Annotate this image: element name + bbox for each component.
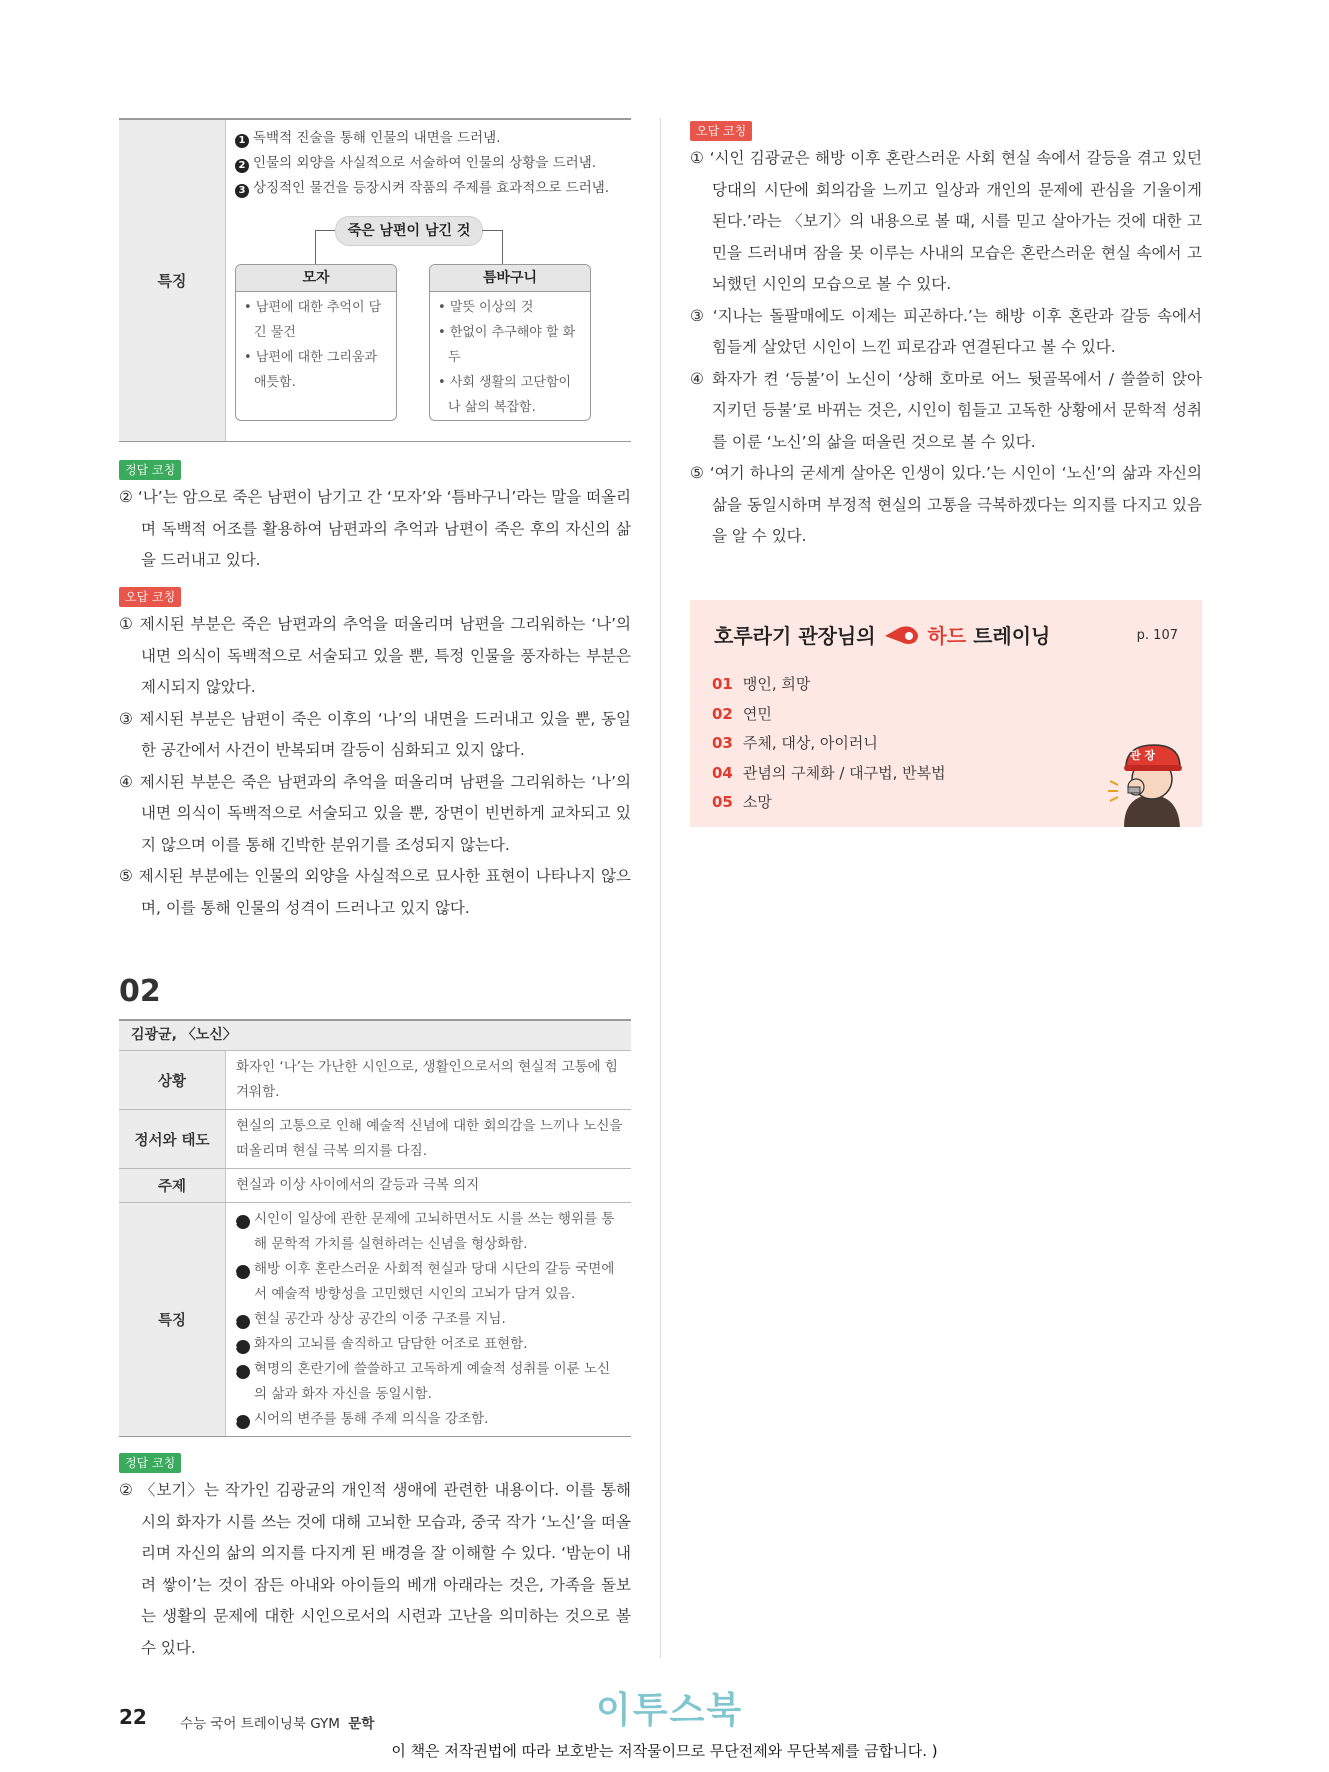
q1-correct-section — [119, 459, 631, 577]
feature-line — [235, 151, 629, 176]
answer-item: ① ‘시인 김광균은 해방 이후 혼란스러운 사회 현실 속에서 갈등을 겪고 있던 당대의 시단에 회의감을 느끼고 일상과 개인의 문제에 관심을 기울이게 된다.’라는 〈보기〉의 내용으로 볼 때, 시를 믿고 살아가는 것에 대한 고민을 드러내며 잠을 못 이루는 사내의 모습은 혼란스러운 현실 속에서 고뇌했던 시인의 모습으로 볼 수 있다. — [690, 149, 1202, 293]
table-row — [119, 1051, 631, 1110]
answer-item: ② ‘나’는 암으로 죽은 남편이 남기고 간 ‘모자’와 ‘틈바구니’라는 말을 떠올리며 독백적 어조를 활용하여 남편과의 추억과 남편이 죽은 후의 자신의 삶을 드러내고 있다. — [119, 488, 631, 569]
row-data: 현실과 이상 사이에서의 갈등과 극복 의지 — [236, 1177, 480, 1193]
answer-item: ⑤ 제시된 부분에는 인물의 외양을 사실적으로 묘사한 표현이 나타나지 않으며, 이를 통해 인물의 성격이 드러나고 있지 않다. — [119, 867, 631, 917]
diagram-box-hat — [235, 264, 397, 421]
table-row — [119, 1203, 631, 1436]
copyright-notice: 이 책은 저작권법에 따라 보호받는 저작물이므로 무단전제와 무단복제를 금합니다. ) — [391, 1742, 938, 1760]
hat-text: 관 장 — [1130, 749, 1156, 762]
box-item: • 말뜻 이상의 것 — [438, 300, 534, 315]
q2-correct-section — [119, 1452, 631, 1664]
list-item: 05 소망 — [712, 793, 772, 811]
brand-logo: 이투스북 — [596, 1690, 744, 1731]
feature-header: 특징 — [119, 120, 226, 441]
connector — [315, 230, 316, 264]
table-row — [119, 1169, 631, 1203]
column-divider — [660, 118, 661, 1658]
diagram-root: 죽은 남편이 남긴 것 — [335, 216, 483, 246]
box-title: 모자 — [236, 265, 396, 292]
number-badge: 1 — [235, 134, 249, 148]
connector — [502, 230, 503, 264]
row-data: 화자인 ‘나’는 가난한 시인으로, 생활인으로서의 현실적 고통에 힘겨워함. — [236, 1059, 618, 1100]
list-item: 04 관념의 구체화 / 대구법, 반복법 — [712, 763, 946, 782]
wrong-tag: 오답 코칭 — [119, 587, 181, 607]
feature-line: 3 현실 공간과 상상 공간의 이중 구조를 지님. — [230, 1311, 506, 1327]
answer-item: ⑤ ‘여기 하나의 굳세게 살아온 인생이 있다.’는 시인이 ‘노신’의 삶과 자신의 삶을 동일시하며 부정적 현실의 고통을 극복하겠다는 의지를 다지고 있음을 알 수 있다. — [690, 464, 1202, 545]
box-item: • 남편에 대한 추억이 담긴 물건 — [244, 300, 382, 340]
section-number: 02 — [119, 974, 161, 1009]
row-header: 상황 — [119, 1051, 226, 1109]
correct-tag: 정답 코칭 — [119, 1453, 181, 1473]
answer-item: ① 제시된 부분은 죽은 남편과의 추억을 떠올리며 남편을 그리워하는 ‘나’의 내면 의식이 독백적으로 서술되고 있을 뿐, 특정 인물을 풍자하는 부분은 제시되지 않았다. — [119, 615, 631, 696]
book-title: 수능 국어 트레이닝북 GYM 문학 — [180, 1716, 375, 1732]
diagram-box-gap — [429, 264, 591, 421]
feature-line: 6 시어의 변주를 통해 주제 의식을 강조함. — [230, 1411, 489, 1427]
feature-line — [235, 176, 629, 201]
list-item: 02 연민 — [712, 704, 772, 723]
number-badge: 3 — [235, 184, 249, 198]
box-item: • 사회 생활의 고단함이나 삶의 복잡함. — [438, 375, 572, 415]
answer-item: ③ 제시된 부분은 남편이 죽은 이후의 ‘나’의 내면을 드러내고 있을 뿐, 동일한 공간에서 사건이 반복되며 갈등이 심화되고 있지 않다. — [119, 709, 631, 759]
connector — [315, 230, 335, 231]
box-item: • 한없이 추구해야 할 화두 — [438, 325, 576, 365]
connector — [482, 230, 502, 231]
whistle-icon — [883, 624, 921, 651]
row-header: 특징 — [119, 1203, 226, 1436]
hard-training-box — [690, 600, 1202, 827]
q2-wrong-section — [690, 120, 1202, 553]
feature-text: 인물의 외양을 사실적으로 서술하여 인물의 상황을 드러냄. — [253, 155, 597, 171]
row-data — [226, 1203, 631, 1436]
symbol-diagram — [235, 212, 599, 420]
answer-item: ④ 화자가 켠 ‘등불’이 노신이 ‘상해 호마로 어느 뒷골목에서 / 쓸쓸히 앉아 지키던 등불’로 바뀌는 것은, 시인이 힘들고 고독한 상황에서 문학적 성취를 이룬 ‘노신’의 삶을 떠올린 것으로 볼 수 있다. — [690, 369, 1202, 451]
feature-line: 1 시인이 일상에 관한 문제에 고뇌하면서도 시를 쓰는 행위를 통해 문학적 가치를 실현하려는 신념을 형상화함. — [230, 1211, 615, 1252]
answer-item: ④ 제시된 부분은 죽은 남편과의 추억을 떠올리며 남편을 그리워하는 ‘나’의 내면 의식이 독백적으로 서술되고 있을 뿐, 장면이 빈번하게 교차되고 있지 않으며 이를 통해 긴박한 분위기를 조성되지 않는다. — [119, 772, 631, 854]
list-item: 01 맹인, 희망 — [712, 675, 811, 693]
row-data: 현실의 고통으로 인해 예술적 신념에 대한 회의감을 느끼나 노신을 떠올리며 현실 극복 의지를 다짐. — [236, 1118, 623, 1159]
feature-line: 5 혁명의 혼란기에 쓸쓸하고 고독하게 예술적 성취를 이룬 노신의 삶과 화자 자신을 동일시함. — [230, 1361, 611, 1402]
table-caption: 김광균, 〈노신〉 — [119, 1021, 631, 1051]
feature-text: 상징적인 물건을 등장시켜 작품의 주제를 효과적으로 드러냄. — [253, 180, 610, 196]
correct-tag: 정답 코칭 — [119, 460, 181, 480]
feature-line: 4 화자의 고뇌를 솔직하고 담담한 어조로 표현함. — [230, 1336, 528, 1352]
row-header: 정서와 태도 — [119, 1110, 226, 1168]
answer-item: ② 〈보기〉는 작가인 김광균의 개인적 생애에 관련한 내용이다. 이를 통해 시의 화자가 시를 쓰는 것에 대해 고뇌한 모습과, 중국 작가 ‘노신’을 떠올리며 자신의 삶의 의지를 다지게 된 배경을 잘 이해할 수 있다. ‘밤눈이 내려 쌓이’는 것이 잠든 아내와 아이들의 베개 아래라는 것은, 가족을 돌보는 생활의 문제에 대한 시인으로서의 시련과 고난을 의미하는 것으로 볼 수 있다. — [119, 1481, 631, 1657]
q1-wrong-section — [119, 586, 631, 924]
table-row — [119, 1110, 631, 1169]
feature-line — [235, 126, 629, 151]
wrong-tag: 오답 코칭 — [690, 121, 752, 141]
coach-mascot — [1088, 727, 1198, 827]
feature-body — [235, 126, 629, 201]
box-item: • 남편에 대한 그리움과 애틋함. — [244, 350, 378, 390]
number-badge: 2 — [235, 159, 249, 173]
feature-table-1 — [119, 118, 631, 442]
feature-table-2 — [119, 1019, 631, 1437]
answer-item: ③ ‘지나는 돌팔매에도 이제는 피곤하다.’는 해방 이후 혼란과 갈등 속에서 힘들게 살았던 시인이 느낀 피로감과 연결된다고 볼 수 있다. — [690, 306, 1202, 356]
feature-line: 2 해방 이후 혼란스러운 사회적 현실과 당대 시단의 갈등 국면에서 예술적 방향성을 고민했던 시인의 고뇌가 담겨 있음. — [230, 1261, 615, 1302]
box-title: 틈바구니 — [430, 265, 590, 292]
list-item: 03 주체, 대상, 아이러니 — [712, 734, 878, 752]
page-number: 22 — [119, 1705, 147, 1729]
training-list — [712, 670, 946, 818]
training-title: 호루라기 관장님의 하드 트레이닝 — [714, 620, 1050, 651]
feature-text: 독백적 진술을 통해 인물의 내면을 드러냄. — [253, 130, 501, 146]
row-header: 주제 — [119, 1169, 226, 1202]
page-reference: p. 107 — [1136, 628, 1178, 643]
